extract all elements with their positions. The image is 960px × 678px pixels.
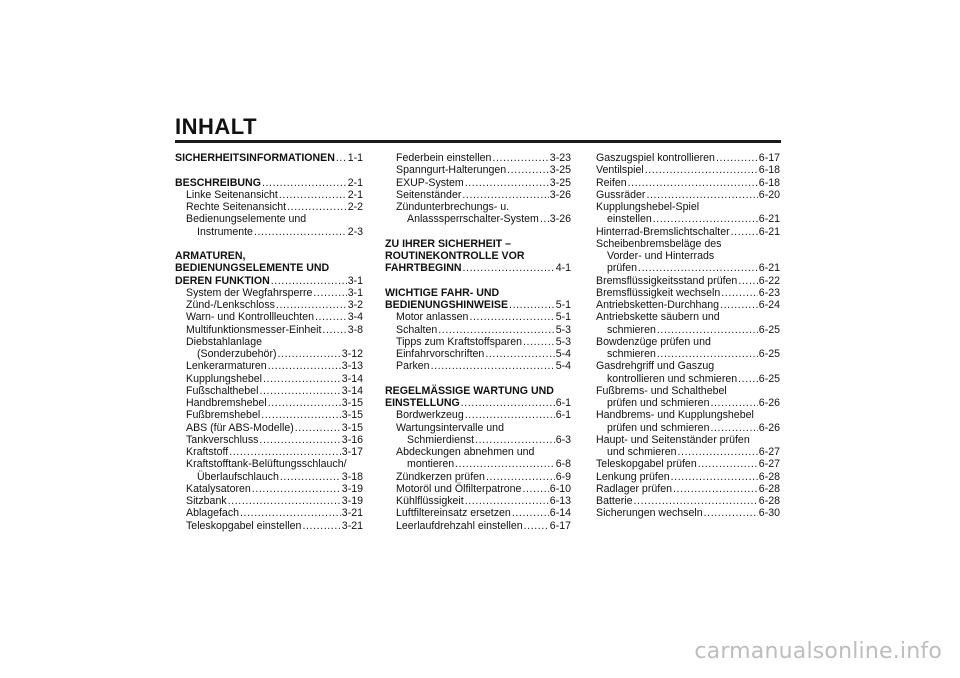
toc-entry[interactable] [596, 164, 780, 176]
toc-page-number: 4-1 [555, 262, 571, 275]
toc-section-heading: ROUTINEKONTROLLE VOR [385, 250, 525, 262]
dot-leader [295, 422, 341, 434]
dot-leader [540, 213, 549, 225]
toc-entry[interactable] [175, 434, 363, 446]
toc-entry-title: Spanngurt-Halterungen [396, 164, 507, 177]
dot-leader [657, 348, 758, 360]
toc-entry-title: Linke Seitenansicht [186, 188, 278, 201]
toc-entry-title: und schmieren [607, 446, 677, 458]
toc-entry-title: Leerlaufdrehzahl einstellen [396, 519, 523, 532]
toc-page-number: 6-20 [758, 188, 780, 201]
toc-entry-title: Instrumente [197, 225, 253, 238]
toc-entry-title: Katalysatoren [186, 482, 251, 495]
toc-entry[interactable] [175, 189, 363, 201]
toc-entry-title: Gussräder [596, 188, 646, 201]
toc-page-number: 6-26 [758, 397, 780, 409]
toc-page-number: 3-15 [341, 409, 363, 422]
toc-entry[interactable] [596, 397, 780, 409]
dot-leader [262, 177, 347, 189]
toc-entry[interactable] [385, 434, 571, 446]
dot-leader [276, 299, 347, 311]
dot-leader [721, 287, 758, 299]
toc-entry[interactable] [175, 360, 363, 372]
toc-entry[interactable] [596, 262, 780, 274]
toc-entry-title: Sicherungen wechseln [596, 507, 703, 520]
toc-entry-title: Seitenständer [396, 188, 462, 201]
toc-entry-line: Fußbrems- und Schalthebel [596, 384, 727, 397]
section-gap [385, 226, 571, 238]
toc-entry-title: montieren [407, 458, 455, 471]
toc-page-number: 3-25 [549, 176, 571, 189]
toc-entry-title: Tankverschluss [186, 433, 259, 446]
toc-page-number: 5-1 [555, 299, 571, 311]
toc-page-number: 6-27 [758, 446, 780, 458]
dot-leader [738, 373, 758, 385]
dot-leader [431, 360, 555, 372]
toc-page-number: 6-17 [758, 152, 780, 164]
toc-entry[interactable] [175, 385, 363, 397]
dot-leader [313, 287, 346, 299]
toc-page-number: 6-24 [758, 299, 780, 311]
toc-entry-title: Gaszugspiel kontrollieren [596, 152, 715, 164]
toc-page-number: 3-26 [549, 213, 571, 226]
toc-section-heading: REGELMÄSSIGE WARTUNG UND [385, 384, 554, 397]
toc-entry[interactable] [385, 164, 571, 176]
page-title: INHALT [175, 114, 258, 139]
dot-leader [469, 311, 554, 323]
toc-entry-title: Teleskopgabel einstellen [186, 519, 302, 532]
toc-entry[interactable] [596, 152, 780, 164]
toc-entry[interactable] [175, 373, 363, 385]
toc-column-1 [175, 152, 363, 532]
toc-page-number: 3-4 [347, 311, 363, 324]
toc-entry[interactable] [596, 324, 780, 336]
toc-entry[interactable] [385, 471, 571, 483]
toc-page-number: 6-30 [758, 507, 780, 520]
toc-entry[interactable] [175, 201, 363, 213]
toc-entry-title: Kupplungshebel [186, 372, 262, 385]
toc-entry-title: Einfahrvorschriften [396, 348, 485, 360]
toc-page-number: 3-19 [341, 495, 363, 507]
toc-page-number: 6-9 [555, 470, 571, 483]
toc-entry-title: Zünd-/Lenkschloss [186, 299, 275, 311]
toc-section-entry[interactable] [175, 152, 363, 164]
toc-entry-title: Lenkerarmaturen [186, 360, 267, 373]
dot-leader [268, 360, 341, 372]
toc-page-number: 3-21 [341, 507, 363, 520]
toc-entry-title: prüfen [607, 262, 638, 275]
toc-entry-title: SICHERHEITSINFORMATIONEN [175, 152, 335, 164]
toc-page-number: 3-26 [549, 188, 571, 201]
toc-entry-line: Handbrems- und Kupplungshebel [596, 409, 754, 422]
toc-entry-line: Kupplungshebel-Spiel [596, 201, 700, 213]
toc-entry-title: prüfen und schmieren [607, 421, 710, 434]
toc-section-heading: ARMATUREN, [175, 250, 246, 262]
toc-entry-title: einstellen [607, 213, 652, 226]
dot-leader [465, 409, 555, 421]
toc-entry-line: Kraftstofftank-Belüftungsschlauch/ [186, 458, 347, 471]
toc-entry-title: schmieren [607, 348, 656, 360]
toc-entry[interactable] [385, 458, 571, 470]
toc-entry[interactable] [385, 213, 571, 225]
toc-entry-title: Luftfiltereinsatz ersetzen [396, 507, 511, 520]
dot-leader [465, 495, 549, 507]
toc-page-number: 5-3 [555, 323, 571, 336]
toc-entry-title: Parken [396, 360, 430, 373]
toc-entry[interactable] [385, 520, 571, 532]
toc-page-number: 3-21 [341, 519, 363, 532]
toc-entry-title: Warn- und Kontrollleuchten [186, 311, 314, 324]
toc-page-number: 6-28 [758, 482, 780, 495]
dot-leader [259, 385, 340, 397]
dot-leader [486, 471, 555, 483]
toc-entry-title: prüfen und schmieren [607, 397, 710, 409]
dot-leader [716, 152, 758, 164]
toc-entry[interactable] [175, 324, 363, 336]
toc-entry[interactable] [385, 324, 571, 336]
toc-page-number: 2-3 [347, 225, 363, 238]
toc-entry[interactable] [175, 495, 363, 507]
toc-entry[interactable] [175, 422, 363, 434]
toc-entry[interactable] [596, 275, 780, 287]
toc-page-number: 6-25 [758, 323, 780, 336]
toc-entry[interactable] [385, 483, 571, 495]
toc-page-number: 6-26 [758, 421, 780, 434]
toc-entry-line: Vorder- und Hinterrads [607, 250, 715, 262]
toc-entry-title: Tipps zum Kraftstoffsparen [396, 335, 523, 348]
toc-entry-title: Handbremshebel [186, 397, 267, 409]
toc-section-heading: ZU IHRER SICHERHEIT – [385, 237, 511, 250]
toc-page-number: 3-18 [341, 470, 363, 483]
toc-entry-line: Bedienungselemente und [186, 213, 307, 226]
dot-leader [462, 189, 548, 201]
toc-page-number: 6-13 [549, 495, 571, 507]
toc-entry[interactable] [596, 446, 780, 458]
toc-entry[interactable] [385, 152, 571, 164]
toc-entry[interactable] [175, 348, 363, 360]
toc-entry[interactable] [175, 299, 363, 311]
toc-page-number: 3-8 [347, 323, 363, 336]
toc-entry-line: Gasdrehgriff und Gaszug [596, 360, 715, 373]
dot-leader [523, 336, 555, 348]
toc-entry[interactable] [596, 495, 780, 507]
toc-entry-line: Haupt- und Seitenständer prüfen [596, 433, 750, 446]
toc-entry[interactable] [385, 360, 571, 372]
toc-entry[interactable] [385, 348, 571, 360]
toc-entry-title: Überlaufschlauch [197, 470, 279, 483]
toc-entry-title: Kühlflüssigkeit [396, 495, 464, 507]
toc-entry[interactable] [596, 213, 780, 225]
toc-entry-title: schmieren [607, 323, 656, 336]
toc-entry-title: (Sonderzubehör) [197, 348, 277, 360]
toc-page-number: 6-28 [758, 470, 780, 483]
toc-entry-title: Ventilspiel [596, 164, 644, 177]
dot-leader [704, 507, 758, 519]
toc-page-number: 6-22 [758, 274, 780, 287]
dot-leader [228, 495, 341, 507]
toc-entry-title: Fußbremshebel [186, 409, 261, 422]
toc-entry[interactable] [175, 287, 363, 299]
dot-leader [278, 348, 341, 360]
toc-entry[interactable] [596, 189, 780, 201]
toc-entry-title: Anlasssperrschalter-System [407, 213, 539, 226]
dot-leader [475, 434, 555, 446]
toc-entry[interactable] [596, 299, 780, 311]
toc-section-entry[interactable] [175, 177, 363, 189]
dot-leader [646, 189, 757, 201]
dot-leader [455, 458, 555, 470]
toc-entry[interactable] [175, 397, 363, 409]
toc-entry-line: Diebstahlanlage [186, 335, 262, 348]
toc-entry-title: Kraftstoff [186, 446, 229, 458]
dot-leader [229, 446, 341, 458]
section-gap [385, 275, 571, 287]
dot-leader [252, 483, 341, 495]
toc-page-number: 3-25 [549, 164, 571, 177]
toc-entry[interactable] [385, 495, 571, 507]
dot-leader [438, 324, 554, 336]
toc-entry-title: DEREN FUNKTION [175, 274, 270, 287]
dot-leader [738, 275, 757, 287]
toc-page-number: 6-21 [758, 213, 780, 226]
toc-page-number: 3-15 [341, 421, 363, 434]
toc-page-number: 5-3 [555, 335, 571, 348]
dot-leader [240, 507, 341, 519]
toc-entry[interactable] [175, 446, 363, 458]
toc-entry-title: Multifunktionsmesser-Einheit [186, 323, 322, 336]
toc-page-number: 6-27 [758, 458, 780, 471]
dot-leader [263, 373, 341, 385]
toc-page-number: 6-14 [549, 507, 571, 520]
toc-entry-line: Antriebskette säubern und [596, 311, 720, 324]
dot-leader [671, 471, 758, 483]
toc-page-number: 3-19 [341, 482, 363, 495]
toc-page-number: 5-4 [555, 348, 571, 360]
toc-entry[interactable] [175, 520, 363, 532]
toc-entry-title: FAHRTBEGINN [385, 262, 462, 275]
toc-entry-title: Bremsflüssigkeit wechseln [596, 286, 721, 299]
dot-leader [461, 397, 555, 409]
dot-leader [524, 520, 549, 532]
section-gap [175, 238, 363, 250]
section-gap [385, 373, 571, 385]
toc-entry-title: Schalten [396, 323, 438, 336]
toc-page-number: 6-10 [549, 482, 571, 495]
toc-entry-title: Zündkerzen prüfen [396, 470, 485, 483]
toc-page-number: 3-16 [341, 433, 363, 446]
toc-entry-title: Motor anlassen [396, 311, 469, 324]
dot-leader [463, 262, 555, 274]
toc-page-number: 6-28 [758, 495, 780, 507]
dot-leader [268, 397, 341, 409]
dot-leader [322, 324, 346, 336]
dot-leader [522, 483, 548, 495]
toc-page-number: 2-1 [347, 188, 363, 201]
dot-leader [336, 152, 347, 164]
toc-entry-title: Rechte Seitenansicht [186, 201, 287, 213]
toc-section-entry[interactable] [175, 275, 363, 287]
toc-page-number: 6-3 [555, 433, 571, 446]
toc-column-2 [385, 152, 571, 532]
toc-entry-title: Sitzbank [186, 495, 227, 507]
toc-entry-title: Reifen [596, 176, 627, 189]
dot-leader [653, 213, 758, 225]
toc-entry-title: Ablagefach [186, 507, 240, 520]
dot-leader [678, 446, 758, 458]
dot-leader [465, 177, 549, 189]
toc-page-number: 2-1 [347, 176, 363, 189]
toc-entry-line: Wartungsintervalle und [396, 421, 504, 434]
toc-entry-title: ABS (für ABS-Modelle) [186, 421, 294, 434]
toc-page-number: 6-21 [758, 262, 780, 275]
toc-page-number: 1-1 [347, 152, 363, 164]
toc-entry-title: BESCHREIBUNG [175, 176, 261, 189]
toc-entry-title: Batterie [596, 495, 633, 507]
dot-leader [492, 152, 548, 164]
toc-page-number: 6-1 [555, 409, 571, 422]
toc-section-heading: BEDIENUNGSELEMENTE UND [175, 262, 330, 275]
section-gap [175, 164, 363, 176]
toc-page-number: 3-12 [341, 348, 363, 360]
toc-section-entry[interactable] [385, 262, 571, 274]
toc-entry-title: System der Wegfahrsperre [186, 286, 313, 299]
toc-section-entry[interactable] [385, 397, 571, 409]
dot-leader [512, 507, 549, 519]
toc-entry[interactable] [596, 471, 780, 483]
toc-entry[interactable] [175, 226, 363, 238]
toc-entry-title: Federbein einstellen [396, 152, 492, 164]
toc-entry-line: Scheibenbremsbeläge des [596, 237, 722, 250]
toc-page-number: 6-23 [758, 286, 780, 299]
dot-leader [628, 177, 758, 189]
toc-page-number: 3-15 [341, 397, 363, 409]
toc-entry[interactable] [385, 311, 571, 323]
toc-page-number: 6-25 [758, 348, 780, 360]
toc-page-number: 3-13 [341, 360, 363, 373]
toc-page-number: 3-23 [549, 152, 571, 164]
toc-entry[interactable] [385, 507, 571, 519]
toc-entry[interactable] [385, 189, 571, 201]
toc-page-number: 5-4 [555, 360, 571, 373]
toc-entry[interactable] [385, 409, 571, 421]
toc-page-number: 5-1 [555, 311, 571, 324]
dot-leader [485, 348, 554, 360]
dot-leader [261, 409, 341, 421]
toc-page-number: 3-14 [341, 384, 363, 397]
toc-entry-title: Fußschalthebel [186, 384, 259, 397]
dot-leader [657, 324, 758, 336]
dot-leader [731, 226, 758, 238]
watermark: carmanualsonline.info [694, 639, 942, 664]
toc-entry[interactable] [385, 336, 571, 348]
toc-page-number: 6-17 [549, 519, 571, 532]
toc-entry[interactable] [596, 483, 780, 495]
toc-entry-line: Bowdenzüge prüfen und [596, 335, 711, 348]
toc-page-number: 3-1 [347, 274, 363, 287]
toc-entry[interactable] [596, 177, 780, 189]
dot-leader [315, 311, 347, 323]
toc-entry-title: EINSTELLUNG [385, 397, 460, 409]
toc-entry[interactable] [175, 471, 363, 483]
toc-page-number: 2-2 [347, 201, 363, 213]
toc-section-entry[interactable] [385, 299, 571, 311]
toc-entry[interactable] [596, 373, 780, 385]
toc-entry-title: Radlager prüfen [596, 482, 672, 495]
dot-leader [673, 483, 758, 495]
dot-leader [509, 299, 555, 311]
toc-entry-title: Antriebsketten-Durchhang [596, 299, 720, 311]
toc-entry-title: EXUP-System [396, 176, 464, 189]
toc-page-number: 6-18 [758, 176, 780, 189]
toc-page-number: 3-14 [341, 372, 363, 385]
toc-entry-line: Abdeckungen abnehmen und [396, 446, 535, 458]
dot-leader [634, 495, 758, 507]
toc-entry-title: Bremsflüssigkeitsstand prüfen [596, 274, 738, 287]
toc-entry[interactable] [596, 422, 780, 434]
toc-entry[interactable] [596, 458, 780, 470]
toc-page-number: 6-18 [758, 164, 780, 177]
toc-entry-title: Teleskopgabel prüfen [596, 458, 697, 471]
toc-page-number: 6-25 [758, 372, 780, 385]
dot-leader [254, 226, 347, 238]
dot-leader [280, 471, 341, 483]
toc-entry-title: kontrollieren und schmieren [607, 372, 738, 385]
dot-leader [710, 422, 757, 434]
toc-entry[interactable] [175, 507, 363, 519]
dot-leader [279, 189, 347, 201]
toc-entry[interactable] [596, 287, 780, 299]
toc-entry[interactable] [175, 483, 363, 495]
toc-entry[interactable] [596, 348, 780, 360]
toc-page-number: 3-17 [341, 446, 363, 458]
dot-leader [507, 164, 549, 176]
toc-page-number: 3-2 [347, 299, 363, 311]
toc-entry[interactable] [175, 409, 363, 421]
dot-leader [271, 275, 347, 287]
dot-leader [698, 458, 758, 470]
toc-entry[interactable] [385, 177, 571, 189]
toc-page-number: 6-21 [758, 225, 780, 238]
dot-leader [638, 262, 758, 274]
toc-entry-title: Bordwerkzeug [396, 409, 464, 422]
dot-leader [720, 299, 758, 311]
toc-section-heading: WICHTIGE FAHR- UND [385, 286, 500, 299]
toc-page-number: 6-8 [555, 458, 571, 471]
title-rule [175, 140, 781, 143]
toc-entry[interactable] [596, 226, 780, 238]
toc-page-number: 3-1 [347, 286, 363, 299]
dot-leader [302, 520, 340, 532]
dot-leader [259, 434, 340, 446]
dot-leader [645, 164, 758, 176]
toc-entry[interactable] [175, 311, 363, 323]
toc-entry[interactable] [596, 507, 780, 519]
toc-entry-title: Motoröl und Ölfilterpatrone [396, 482, 522, 495]
toc-column-3 [596, 152, 780, 520]
dot-leader [287, 201, 347, 213]
toc-entry-line: Zündunterbrechungs- u. [396, 201, 510, 213]
toc-entry-title: BEDIENUNGSHINWEISE [385, 299, 509, 311]
toc-entry-title: Hinterrad-Bremslichtschalter [596, 225, 730, 238]
toc-entry-title: Schmierdienst [407, 433, 475, 446]
dot-leader [710, 397, 757, 409]
toc-page-number: 6-1 [555, 397, 571, 409]
toc-entry-title: Lenkung prüfen [596, 470, 670, 483]
